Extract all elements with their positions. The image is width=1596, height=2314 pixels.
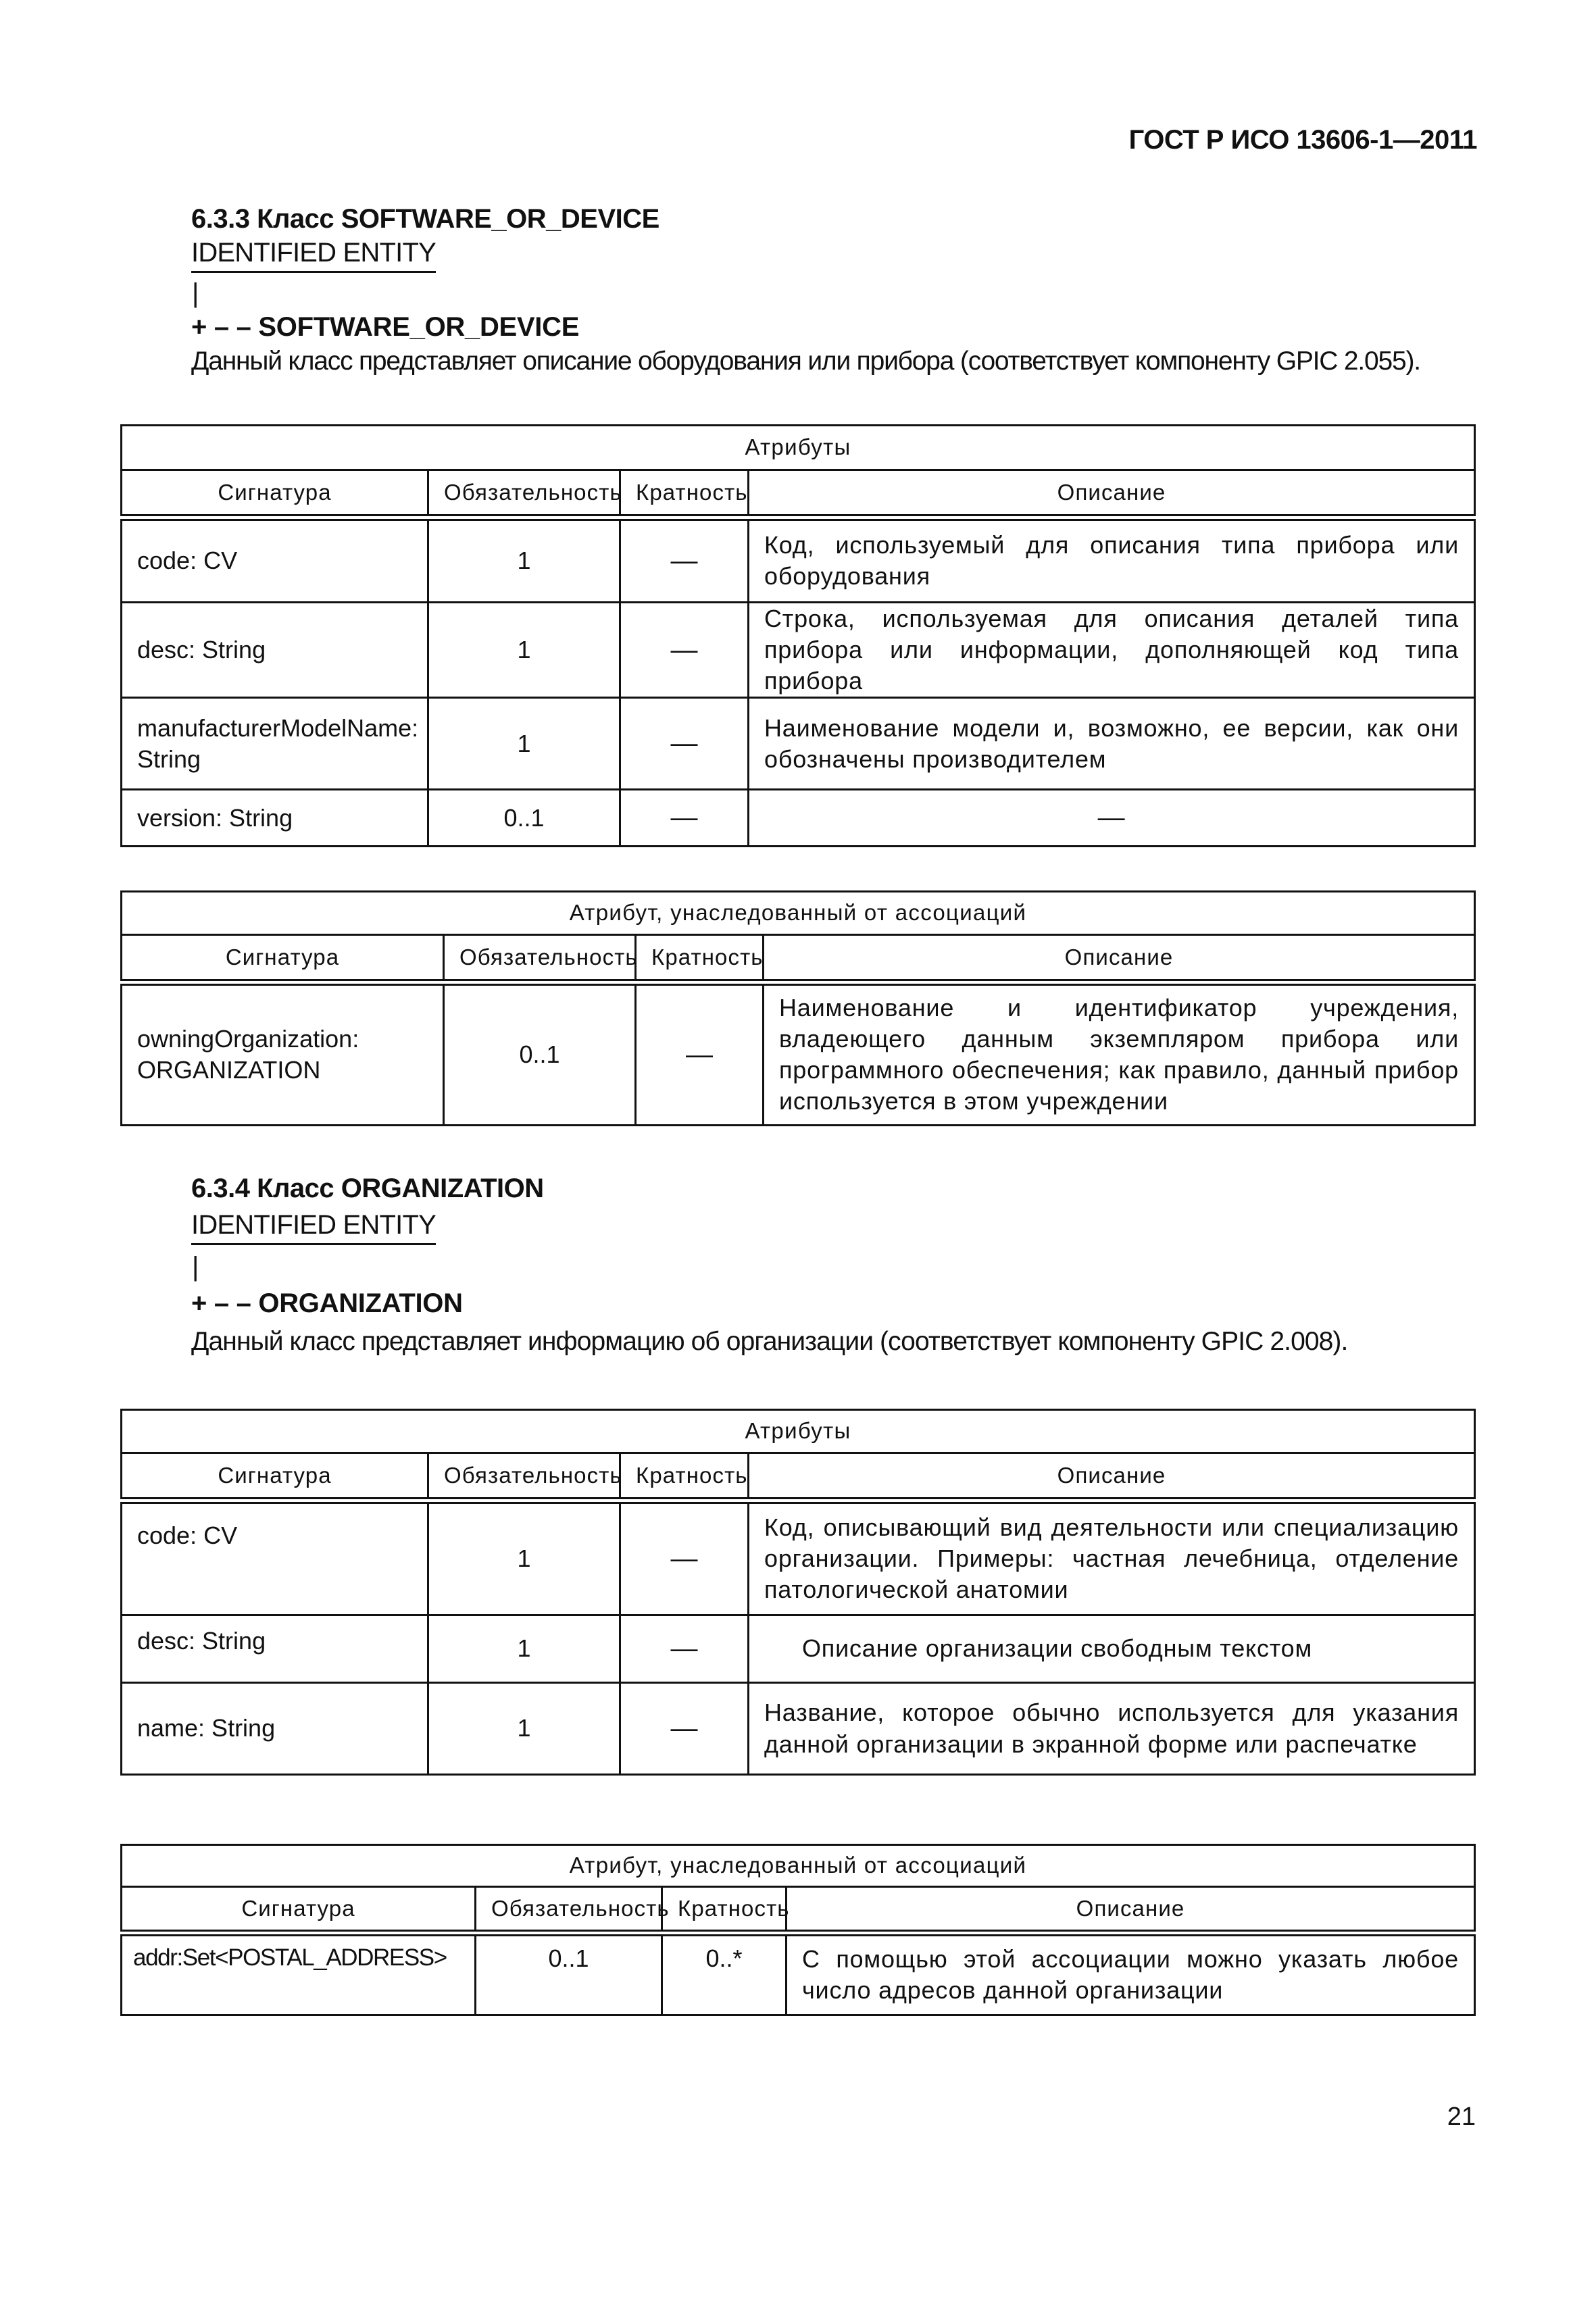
inherited-attributes-table	[120, 1844, 1476, 2016]
mandatory-cell: 1	[428, 1683, 620, 1775]
parent-class: IDENTIFIED ENTITY	[191, 238, 436, 273]
table-row	[122, 603, 1475, 698]
signature-cell: owningOrganization: ORGANIZATION	[122, 982, 444, 1126]
column-header: Кратность	[662, 1887, 787, 1933]
signature-cell: name: String	[122, 1683, 428, 1775]
table-row	[122, 982, 1475, 1126]
column-header: Обязательность	[428, 470, 620, 518]
column-header: Описание	[749, 1453, 1475, 1501]
attributes-table	[120, 1409, 1476, 1776]
table-row	[122, 1501, 1475, 1615]
column-header: Обязательность	[444, 935, 636, 982]
multiplicity-cell: —	[620, 1683, 749, 1775]
description-cell: Код, используемый для описания типа прибора или оборудования	[749, 518, 1475, 603]
signature-cell: version: String	[122, 790, 428, 847]
column-header: Описание	[749, 470, 1475, 518]
description-cell: Описание организации свободным текстом	[749, 1615, 1475, 1683]
column-header: Описание	[764, 935, 1475, 982]
parent-class: IDENTIFIED ENTITY	[191, 1210, 436, 1245]
multiplicity-cell: —	[620, 698, 749, 790]
multiplicity-cell: 0..*	[662, 1933, 787, 2015]
table-row	[122, 1615, 1475, 1683]
signature-cell: code: CV	[122, 1501, 428, 1615]
column-header: Сигнатура	[122, 935, 444, 982]
description-cell: С помощью этой ассоциации можно указать любое число адресов данной организации	[787, 1933, 1475, 2015]
section-heading: 6.3.3 Класс SOFTWARE_OR_DEVICE	[191, 204, 659, 234]
column-header: Кратность	[620, 470, 749, 518]
multiplicity-cell: —	[620, 518, 749, 603]
inherited-attributes-table	[120, 890, 1476, 1126]
mandatory-cell: 1	[428, 698, 620, 790]
description-cell: Строка, используемая для описания деталей типа прибора или информации, дополняющей код типа прибора	[749, 603, 1475, 698]
column-header: Обязательность	[476, 1887, 662, 1933]
table-caption: Атрибуты	[122, 1410, 1475, 1453]
column-header: Сигнатура	[122, 470, 428, 518]
section-heading: 6.3.4 Класс ORGANIZATION	[191, 1174, 544, 1203]
description-cell: Наименование и идентификатор учреждения, владеющего данным экземпляром прибора или программного обеспечения; как правило, данный прибор используется в этом учреждении	[764, 982, 1475, 1126]
signature-cell: code: CV	[122, 518, 428, 603]
signature-cell: desc: String	[122, 603, 428, 698]
table-caption: Атрибут, унаследованный от ассоциаций	[122, 1845, 1475, 1887]
multiplicity-cell: —	[620, 1615, 749, 1683]
multiplicity-cell: —	[620, 603, 749, 698]
description-cell: —	[749, 790, 1475, 847]
description-cell: Код, описывающий вид деятельности или специализацию организации. Примеры: частная лечебница, отделение патологической анатомии	[749, 1501, 1475, 1615]
class-description: Данный класс представляет информацию об организации (соответствует компоненту GPIC 2.008).	[191, 1327, 1348, 1356]
table-row	[122, 1683, 1475, 1775]
document-header: ГОСТ Р ИСО 13606-1—2011	[1128, 125, 1477, 155]
mandatory-cell: 1	[428, 1501, 620, 1615]
multiplicity-cell: —	[620, 1501, 749, 1615]
table-row	[122, 698, 1475, 790]
hierarchy-pipe: |	[192, 278, 199, 308]
table-caption: Атрибуты	[122, 426, 1475, 470]
mandatory-cell: 0..1	[476, 1933, 662, 2015]
hierarchy-pipe: |	[192, 1252, 199, 1282]
child-class: + – – SOFTWARE_OR_DEVICE	[191, 312, 580, 342]
column-header: Обязательность	[428, 1453, 620, 1501]
attributes-table	[120, 424, 1476, 847]
column-header: Сигнатура	[122, 1453, 428, 1501]
table-caption: Атрибут, унаследованный от ассоциаций	[122, 892, 1475, 935]
column-header: Кратность	[636, 935, 764, 982]
multiplicity-cell: —	[636, 982, 764, 1126]
child-class: + – – ORGANIZATION	[191, 1288, 463, 1318]
signature-cell: addr:Set<POSTAL_ADDRESS>	[122, 1933, 476, 2015]
page-number: 21	[1447, 2103, 1476, 2131]
column-header: Сигнатура	[122, 1887, 476, 1933]
mandatory-cell: 1	[428, 518, 620, 603]
signature-cell: desc: String	[122, 1615, 428, 1683]
signature-cell: manufacturerModelName: String	[122, 698, 428, 790]
table-row	[122, 1933, 1475, 2015]
mandatory-cell: 0..1	[444, 982, 636, 1126]
table-row	[122, 518, 1475, 603]
mandatory-cell: 1	[428, 603, 620, 698]
multiplicity-cell: —	[620, 790, 749, 847]
description-cell: Название, которое обычно используется для указания данной организации в экранной форме или распечатке	[749, 1683, 1475, 1775]
mandatory-cell: 1	[428, 1615, 620, 1683]
column-header: Описание	[787, 1887, 1475, 1933]
description-cell: Наименование модели и, возможно, ее версии, как они обозначены производителем	[749, 698, 1475, 790]
table-row	[122, 790, 1475, 847]
column-header: Кратность	[620, 1453, 749, 1501]
mandatory-cell: 0..1	[428, 790, 620, 847]
class-description: Данный класс представляет описание оборудования или прибора (соответствует компоненту GPIC 2.055).	[191, 347, 1420, 376]
